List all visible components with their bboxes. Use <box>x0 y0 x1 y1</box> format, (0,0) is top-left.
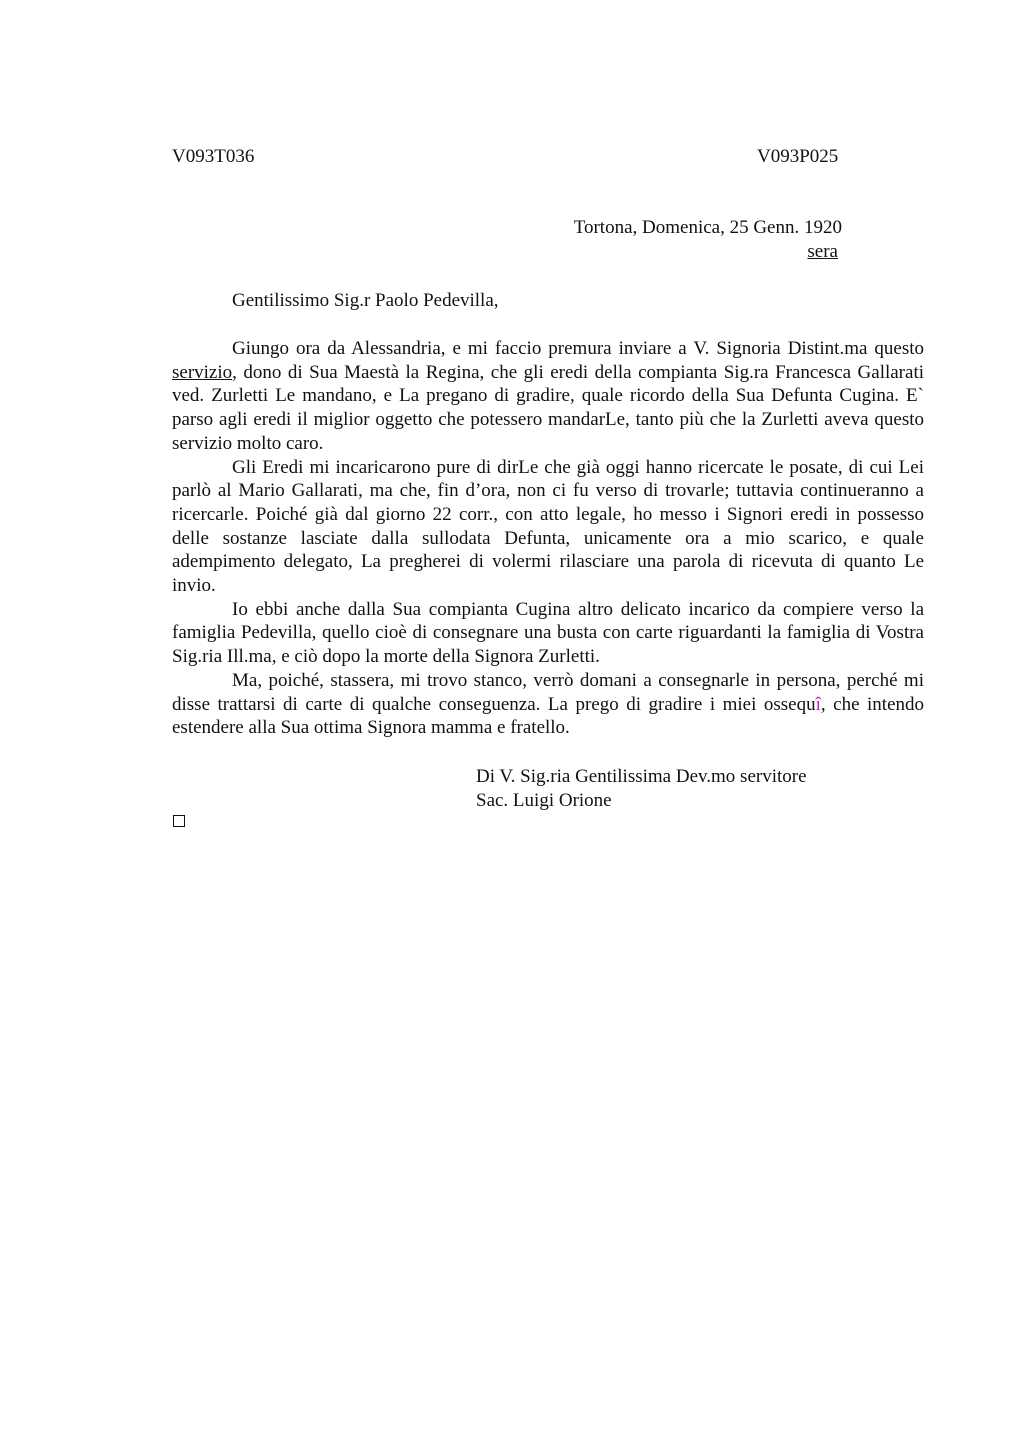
closing <box>476 765 807 812</box>
document-code-right: V093P025 <box>757 146 839 167</box>
closing-line: Di V. Sig.ria Gentilissima Dev.mo servitore <box>476 766 807 787</box>
paragraph-1-text-a: Giungo ora da Alessandria, e mi faccio premura inviare a V. Signoria Distint.ma questo <box>232 338 924 359</box>
paragraph-2: Gli Eredi mi incaricarono pure di dirLe che già oggi hanno ricercate le posate, di cui Lei parlò al Mario Gallarati, ma che, fin d’ora, non ci fu verso di trovarle; tuttavia continueranno a ricercarle. Poiché già dal giorno 22 corr., con atto legale, ho messo i Signori eredi in possesso delle sostanze lasciate dalla sullodata Defunta, unicamente ora a mio scarico, e quale adempimento delegato, La pregherei di volermi rilasciare una parola di ricevuta di quanto Le invio. <box>172 456 924 597</box>
empty-checkbox-icon <box>173 815 185 827</box>
paragraph-4 <box>172 669 924 740</box>
salutation: Gentilissimo Sig.r Paolo Pedevilla, <box>232 290 499 311</box>
paragraph-4-text-a: Ma, poiché, stassera, mi trovo stanco, verrò domani a consegnarle in persona, perché mi disse trattarsi di carte di qualche conseguenza. La prego di gradire i miei ossequ <box>172 669 924 715</box>
paragraph-1-text-b: , dono di Sua Maestà la Regina, che gli eredi della compianta Sig.ra Francesca Gallarati ved. Zurletti Le mandano, e La pregano di gradire, quale ricordo della Sua Defunta Cugina. E` parso agli eredi il miglior oggetto che potessero mandarLe, tanto più che la Zurletti aveva questo servizio molto caro. <box>172 361 924 454</box>
signature: Sac. Luigi Orione <box>476 789 612 811</box>
dateline-time: sera <box>807 241 838 262</box>
paragraph-1 <box>172 337 924 456</box>
letter-body <box>172 337 924 740</box>
underlined-word: servizio <box>172 361 233 383</box>
highlighted-character: î <box>815 693 821 715</box>
document-code-left: V093T036 <box>172 146 255 167</box>
paragraph-4-text-b: , che intendo estendere alla Sua ottima Signora mamma e fratello. <box>172 693 925 739</box>
dateline: Tortona, Domenica, 25 Genn. 1920 <box>573 217 842 238</box>
paragraph-3: Io ebbi anche dalla Sua compianta Cugina altro delicato incarico da compiere verso la famiglia Pedevilla, quello cioè di consegnare una busta con carte riguardanti la famiglia di Vostra Sig.ria Ill.ma, e ciò dopo la morte della Signora Zurletti. <box>172 598 924 668</box>
